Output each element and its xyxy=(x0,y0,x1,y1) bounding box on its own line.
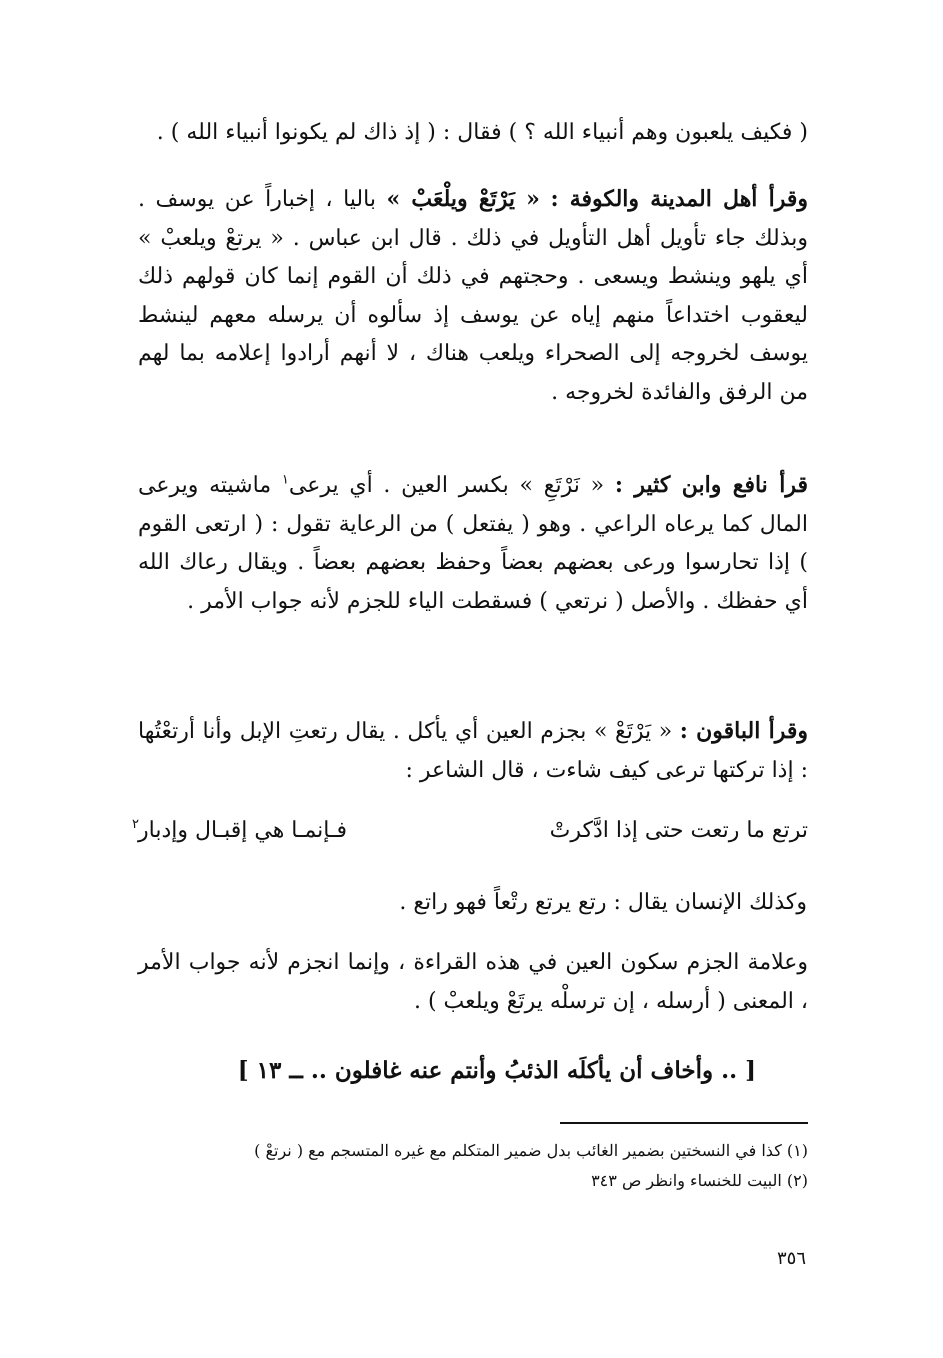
paragraph-5-text: وعلامة الجزم سكون العين في هذه القراءة ، وإنما انجزم لأنه جواب الأمر ، المعنى ( أرسله ، إن ترسلْه يرتَعْ ويلعبْ ) . xyxy=(138,950,808,1014)
verse-first-hemistich: ترتع ما رتعت حتى إذا ادَّكرتْ xyxy=(549,818,808,843)
paragraph-2-body: ماشيته ويرعى المال كما يرعاه الراعي . وهو ( يفتعل ) من الرعاية تقول : ( ارتعى القوم ) إذا تحارسوا ورعى بعضهم بعضاً وحفظ بعضهم بعضاً . ويقال رعاك الله أي حفظك . والأصل ( نرتعي ) فسقطت الياء للجزم لأنه جواب الأمر . xyxy=(138,473,808,614)
reading-quote: « نَرْتَعِ » بكسر العين . أي يرعى xyxy=(288,473,605,498)
reader-names: وقرأ أهل المدينة والكوفة : xyxy=(550,186,808,212)
paragraph-5 xyxy=(138,944,808,1021)
footnote-ref-1: ١ xyxy=(281,472,289,488)
footnotes xyxy=(138,1136,808,1196)
paragraph-2 xyxy=(138,466,808,621)
poetry-verse xyxy=(132,812,808,850)
paragraph-1-text xyxy=(138,180,808,412)
footnote-divider xyxy=(560,1122,808,1124)
footnote-number: (١) xyxy=(786,1141,808,1160)
paragraph-2-text xyxy=(138,466,808,621)
paragraph-1-body: باليا ، إخباراً عن يوسف . وبذلك جاء تأويل أهل التأويل في ذلك . قال ابن عباس . « يرتعْ ويلعبْ » أي يلهو وينشط ويسعى . وحجتهم في ذلك أن القوم إنما كان قولهم ذلك ليعقوب اختداعاً منهم إياه عن يوسف إذ سألوه أن يرسله معهم لينشط يوسف لخروجه إلى الصحراء ويلعب هناك ، لا أنهم أرادوا إعلامه بما لهم من الرفق والفائدة لخروجه . xyxy=(138,187,808,405)
paragraph-3-text xyxy=(138,712,808,790)
paragraph-4-text: وكذلك الإنسان يقال : رتع يرتع رتْعاً فهو راتع . xyxy=(399,890,807,915)
paragraph-3 xyxy=(138,712,808,790)
paragraph-4 xyxy=(399,884,807,922)
footnote-1 xyxy=(138,1136,808,1166)
reader-names: قرأ نافع وابن كثير : xyxy=(614,472,808,498)
page-number: ٣٥٦ xyxy=(776,1248,806,1269)
quran-verse-reference: [ .. وأخاف أن يأكلَه الذئبُ وأنتم عنه غافلون .. ــ ١٣ ] xyxy=(237,1057,756,1084)
paragraph-0-text: ( فكيف يلعبون وهم أنبياء الله ؟ ) فقال : ( إذ ذاك لم يكونوا أنبياء الله ) . xyxy=(156,120,808,145)
footnote-ref-2: ٢ xyxy=(132,817,139,832)
paragraph-0 xyxy=(138,114,808,153)
reader-names: وقرأ الباقون : xyxy=(679,718,808,744)
footnote-number: (٢) xyxy=(786,1171,808,1190)
footnote-text: البيت للخنساء وانظر ص ٣٤٣ xyxy=(591,1171,782,1190)
paragraph-1 xyxy=(138,180,808,412)
verse-second-hemistich: فـإنمـا هي إقبـال وإدبار xyxy=(138,818,347,843)
paragraph-3-body: « يَرْتَعْ » بجزم العين أي يأكل . يقال رتعتِ الإبل وأنا أرتعْتُها : إذا تركتها ترعى كيف شاءت ، قال الشاعر : xyxy=(138,719,808,783)
footnote-text: كذا في النسختين بضمير الغائب بدل ضمير المتكلم مع غيره المتسجم مع ( نرتعْ ) xyxy=(254,1141,782,1160)
reading-quote: « يَرْتَعْ ويلْعَبْ » xyxy=(386,186,540,212)
footnote-2 xyxy=(138,1166,808,1196)
